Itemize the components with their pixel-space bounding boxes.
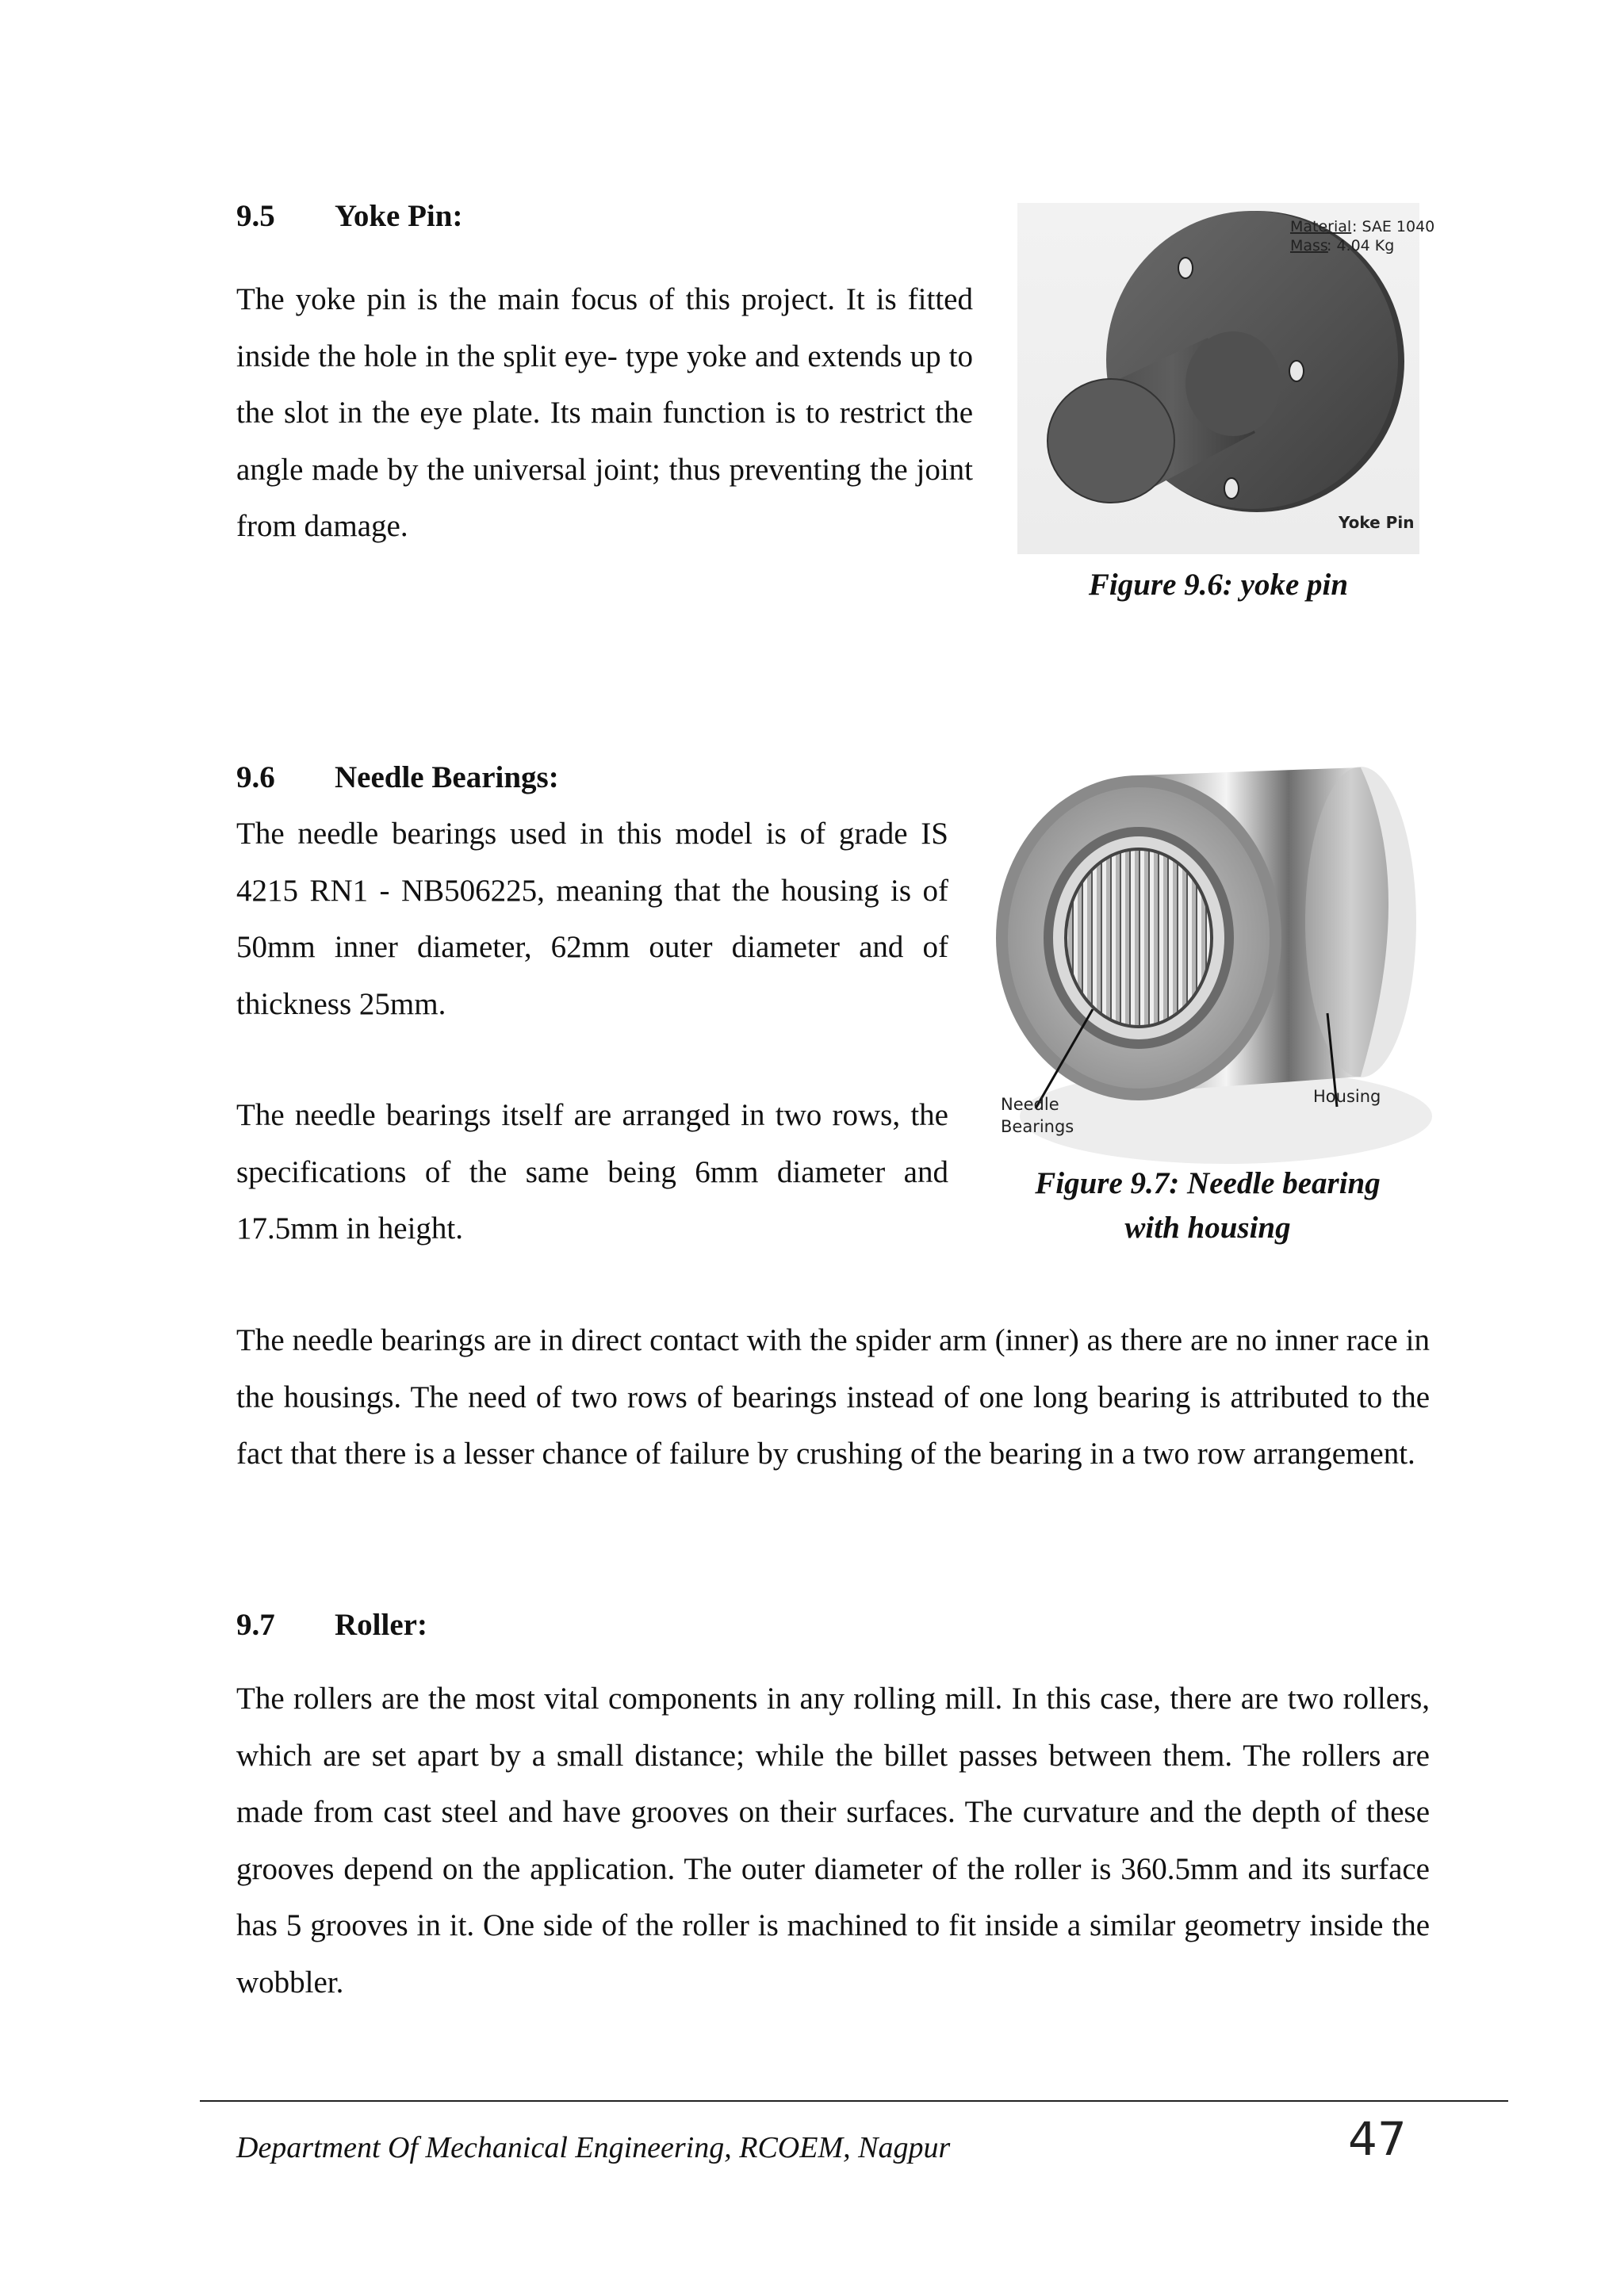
mass-key-label: Mass [1290,237,1328,254]
mass-value-label: : 4.04 Kg [1327,237,1395,254]
section-number: 9.5 [236,199,275,233]
needle-bearing-render [988,744,1427,1154]
yoke-pin-figure [1017,203,1435,554]
yoke-pin-paragraph: The yoke pin is the main focus of this project. It is fitted inside the hole in the split eye- type yoke and extends up to the slot in the eye plate. Its main function is to restrict the angle made by the universal joint; thus preventing the joint from damage. [236,282,973,543]
section-heading-yoke-pin [236,197,462,235]
material-value-label: : SAE 1040 [1352,218,1435,235]
section-title: Needle Bearings: [335,760,559,794]
needle-bearings-paragraph-3: The needle bearings are in direct contact with the spider arm (inner) as there are no inner race in the housings. The need of two rows of bearings instead of one long bearing is attributed to the fact that there is a lesser chance of failure by crushing of the bearing in a two row arrangement. [236,1323,1430,1471]
material-key-label: Material [1290,218,1352,235]
footer-divider [200,2100,1508,2102]
needle-bearing-figure [988,744,1427,1154]
yoke-pin-render [1017,203,1435,554]
needle-bearings-paragraph-1: The needle bearings used in this model is of grade IS 4215 RN1 - NB506225, meaning that the housing is of 50mm inner diameter, 62mm outer diameter and of thickness 25mm. [236,817,948,1021]
needle-label-line1: Needle [1001,1095,1059,1114]
page-number: 47 [1348,2112,1407,2166]
section-number: 9.6 [236,760,275,794]
yoke-pin-caption: Figure 9.6: yoke pin [1088,568,1349,602]
needle-bearing-caption [988,1161,1427,1250]
needle-label-line2: Bearings [1001,1117,1074,1136]
yoke-pin-label: Yoke Pin [1339,513,1415,532]
housing-label: Housing [1313,1087,1381,1106]
section-heading-roller [236,1606,427,1644]
section-heading-needle-bearings [236,759,559,797]
roller-paragraph: The rollers are the most vital components in any rolling mill. In this case, there are two rollers, which are set apart by a small distance; while the billet passes between them. The rollers are made from cast steel and have grooves on their surfaces. The curvature and the depth of these grooves depend on the application. The outer diameter of the roller is 360.5mm and its surface has 5 grooves in it. One side of the roller is machined to fit inside a similar geometry inside the wobbler. [236,1682,1430,1999]
footer-department: Department Of Mechanical Engineering, RCOEM, Nagpur [236,2131,951,2164]
section-number: 9.7 [236,1608,275,1642]
needle-bearings-paragraph-2: The needle bearings itself are arranged in two rows, the specifications of the same being 6mm diameter and 17.5mm in height. [236,1098,948,1246]
needle-bearing-caption-line1: Figure 9.7: Needle bearing [1035,1166,1381,1200]
section-title: Roller: [335,1608,427,1642]
needle-bearing-caption-line2: with housing [1124,1211,1291,1245]
section-title: Yoke Pin: [335,199,463,233]
